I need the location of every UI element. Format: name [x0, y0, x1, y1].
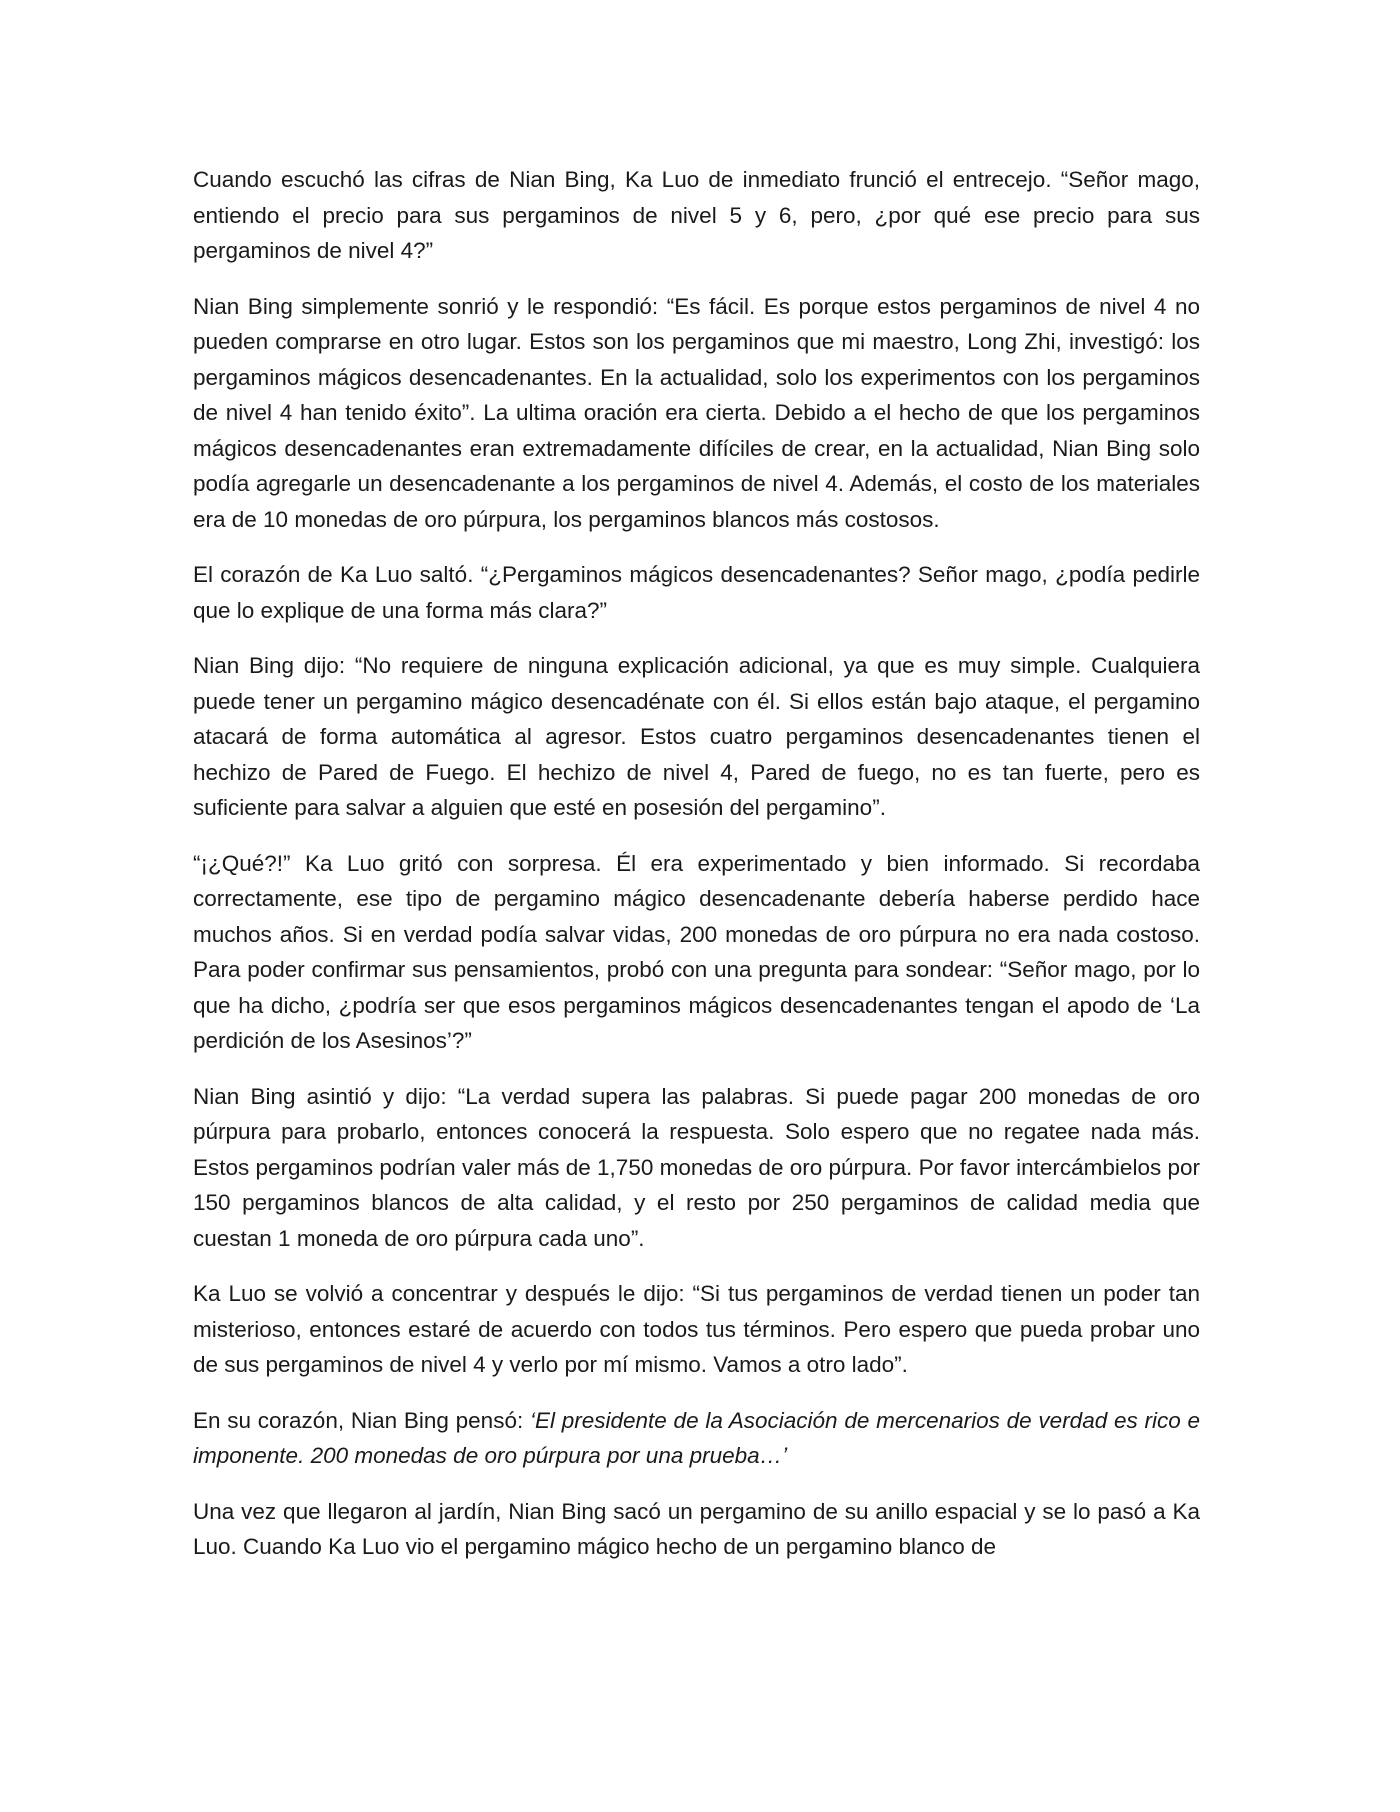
paragraph-7: Ka Luo se volvió a concentrar y después le dijo: “Si tus pergaminos de verdad tienen un poder tan misterioso, entonces estaré de acuerdo con todos tus términos. Pero espero que pueda probar uno de sus pergaminos de nivel 4 y verlo por mí mismo. Vamos a otro lado”.	[193, 1281, 1200, 1377]
paragraph-6: Nian Bing asintió y dijo: “La verdad supera las palabras. Si puede pagar 200 monedas de oro púrpura para probarlo, entonces conocerá la respuesta. Solo espero que no regatee nada más. Estos pergaminos podrían valer más de 1,750 monedas de oro púrpura. Por favor intercámbielos por 150 pergaminos blancos de alta calidad, y el resto por 250 pergaminos de calidad media que cuestan 1 moneda de oro púrpura cada uno”.	[193, 1083, 1200, 1251]
paragraph-1: Cuando escuchó las cifras de Nian Bing, Ka Luo de inmediato frunció el entrecejo. “Señor mago, entiendo el precio para sus pergaminos de nivel 5 y 6, pero, ¿por qué ese precio para sus pergaminos de nivel 4?”	[193, 167, 1200, 263]
paragraph-3: El corazón de Ka Luo saltó. “¿Pergaminos mágicos desencadenantes? Señor mago, ¿podía pedirle que lo explique de una forma más clara?”	[193, 562, 1200, 623]
paragraph-2: Nian Bing simplemente sonrió y le respondió: “Es fácil. Es porque estos pergaminos de nivel 4 no pueden comprarse en otro lugar. Estos son los pergaminos que mi maestro, Long Zhi, investigó: los pergaminos mágicos desencadenantes. En la actualidad, solo los experimentos con los pergaminos de nivel 4 han tenido éxito”. La ultima oración era cierta. Debido a el hecho de que los pergaminos mágicos desencadenantes eran extremadamente difíciles de crear, en la actualidad, Nian Bing solo podía agregarle un desencadenante a los pergaminos de nivel 4. Además, el costo de los materiales era de 10 monedas de oro púrpura, los pergaminos blancos más costosos.	[193, 293, 1200, 532]
paragraph-8-thought: ‘El presidente de la Asociación de mercenarios de verdad es rico e imponente. 200 monedas de oro púrpura por una prueba…’	[193, 1407, 1201, 1468]
paragraph-8-lead: En su corazón, Nian Bing pensó:	[193, 1407, 530, 1433]
paragraph-8	[193, 1403, 1200, 1474]
paragraph-9: Una vez que llegaron al jardín, Nian Bing sacó un pergamino de su anillo espacial y se lo pasó a Ka Luo. Cuando Ka Luo vio el pergamino mágico hecho de un pergamino blanco de	[193, 1498, 1200, 1559]
paragraph-4: Nian Bing dijo: “No requiere de ninguna explicación adicional, ya que es muy simple. Cualquiera puede tener un pergamino mágico desencadénate con él. Si ellos están bajo ataque, el pergamino atacará de forma automática al agresor. Estos cuatro pergaminos desencadenantes tienen el hechizo de Pared de Fuego. El hechizo de nivel 4, Pared de fuego, no es tan fuerte, pero es suficiente para salvar a alguien que esté en posesión del pergamino”.	[193, 653, 1200, 820]
paragraph-5: “¡¿Qué?!” Ka Luo gritó con sorpresa. Él era experimentado y bien informado. Si recordaba correctamente, ese tipo de pergamino mágico desencadenante debería haberse perdido hace muchos años. Si en verdad podía salvar vidas, 200 monedas de oro púrpura no era nada costoso. Para poder confirmar sus pensamientos, probó con una pregunta para sondear: “Señor mago, por lo que ha dicho, ¿podría ser que esos pergaminos mágicos desencadenantes tengan el apodo de ‘La perdición de los Asesinos’?”	[193, 850, 1200, 1053]
